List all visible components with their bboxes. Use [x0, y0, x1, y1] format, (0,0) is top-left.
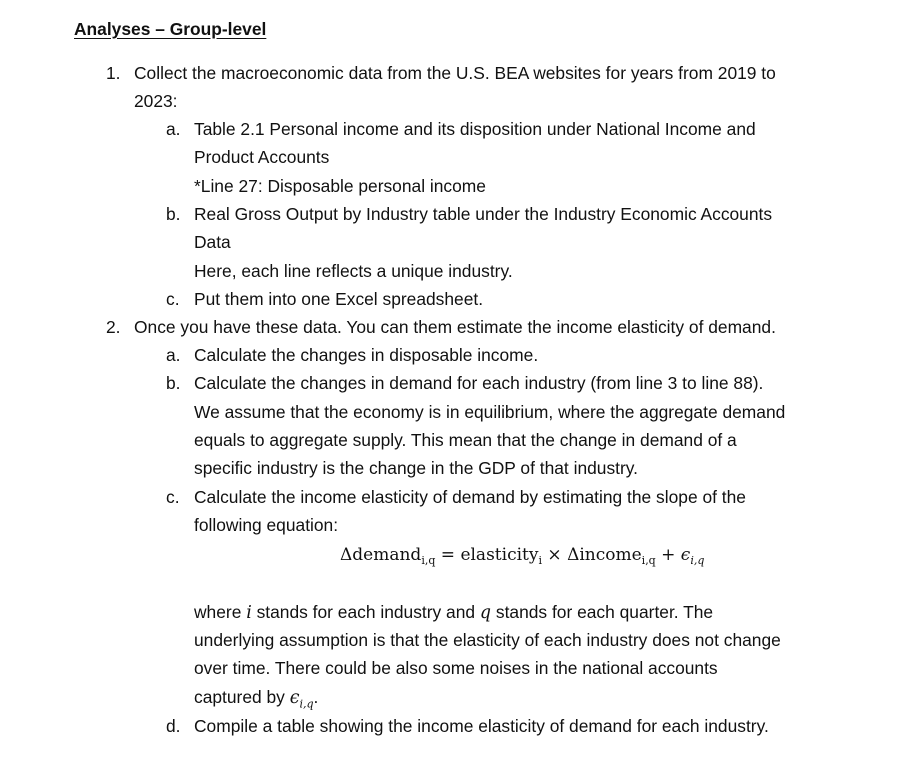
item-2c-line-1: Calculate the income elasticity of demand by estimating the slope of the: [194, 487, 746, 507]
item-2b-line-1: Calculate the changes in demand for each industry (from line 3 to line 88).: [194, 373, 764, 393]
eq-term2: Δincome: [567, 545, 642, 565]
eq-error-sub: i,q: [690, 554, 705, 567]
item-2c-line-2: following equation:: [194, 515, 339, 535]
eq-times: ×: [547, 545, 562, 565]
list-marker-1: 1.: [106, 63, 121, 83]
eq-equals: =: [440, 545, 456, 565]
eq-lhs-sub: i,q: [421, 554, 436, 567]
item-1b-line-2: Data: [194, 232, 231, 252]
item-2d-line-1: Compile a table showing the income elasticity of demand for each industry.: [194, 716, 769, 736]
symbol-q: q: [479, 603, 492, 623]
item-2c-after-line-4: [194, 686, 318, 715]
after-text-e: .: [313, 687, 319, 707]
item-1-line-1: Collect the macroeconomic data from the U.S. BEA websites for years from 2019 to: [134, 63, 776, 83]
list-marker-2c: c.: [166, 487, 180, 507]
item-2b-line-3: equals to aggregate supply. This mean that the change in demand of a: [194, 430, 737, 450]
list-marker-2d: d.: [166, 716, 181, 736]
list-marker-1b: b.: [166, 204, 181, 224]
item-2b-line-2: We assume that the economy is in equilibrium, where the aggregate demand: [194, 402, 786, 422]
symbol-epsilon-sub: i,q: [299, 697, 314, 711]
item-2a-line-1: Calculate the changes in disposable income.: [194, 345, 539, 365]
item-1a-line-1: Table 2.1 Personal income and its disposition under National Income and: [194, 119, 756, 139]
item-1c-line-1: Put them into one Excel spreadsheet.: [194, 289, 484, 309]
item-1a-line-3: *Line 27: Disposable personal income: [194, 176, 486, 196]
item-1b-line-1: Real Gross Output by Industry table under the Industry Economic Accounts: [194, 204, 773, 224]
item-2c-after-line-3: over time. There could be also some noises in the national accounts: [194, 658, 718, 678]
eq-term1-sub: i: [538, 554, 542, 567]
eq-term2-sub: i,q: [641, 554, 656, 567]
list-marker-2a: a.: [166, 345, 181, 365]
eq-error: ϵ: [680, 545, 691, 565]
list-marker-1c: c.: [166, 289, 180, 309]
item-2b-line-4: specific industry is the change in the GDP of that industry.: [194, 458, 639, 478]
list-marker-1a: a.: [166, 119, 181, 139]
list-marker-2b: b.: [166, 373, 181, 393]
list-marker-2: 2.: [106, 317, 121, 337]
after-text-b: stands for each industry and: [251, 602, 480, 622]
after-text-a: where: [194, 602, 247, 622]
section-heading: Analyses – Group-level: [74, 19, 267, 39]
eq-term1: elasticity: [460, 545, 539, 565]
item-2c-after-line-2: underlying assumption is that the elasticity of each industry does not change: [194, 630, 781, 650]
item-2c-after-line-1: [194, 601, 713, 624]
item-1a-line-2: Product Accounts: [194, 147, 330, 167]
after-text-d: captured by: [194, 687, 290, 707]
item-1-line-2: 2023:: [134, 91, 178, 111]
item-2-line-1: Once you have these data. You can them estimate the income elasticity of demand.: [134, 317, 776, 337]
symbol-i: i: [246, 603, 252, 623]
eq-plus: +: [661, 545, 676, 565]
item-1b-line-3: Here, each line reflects a unique industry.: [194, 261, 513, 281]
eq-lhs: Δdemand: [340, 545, 422, 565]
after-text-c: stands for each quarter. The: [491, 602, 714, 622]
symbol-epsilon: ϵ: [289, 688, 300, 708]
regression-equation: [340, 543, 704, 573]
